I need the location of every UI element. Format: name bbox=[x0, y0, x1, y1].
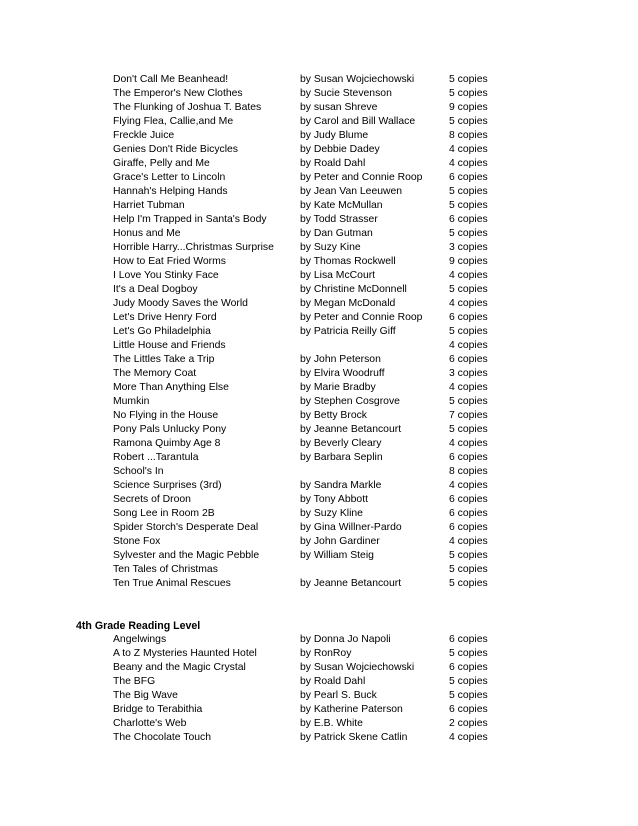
book-title: Little House and Friends bbox=[113, 340, 226, 351]
book-row bbox=[0, 311, 638, 325]
book-copies: 5 copies bbox=[449, 116, 488, 127]
book-author: by Lisa McCourt bbox=[300, 270, 376, 281]
book-title: Song Lee in Room 2B bbox=[113, 508, 215, 519]
book-author: by Beverly Cleary bbox=[300, 438, 382, 449]
book-copies: 6 copies bbox=[449, 662, 488, 673]
book-title: The Littles Take a Trip bbox=[113, 354, 215, 365]
book-row bbox=[0, 507, 638, 521]
book-copies: 4 copies bbox=[449, 144, 488, 155]
book-author: by John Gardiner bbox=[300, 536, 380, 547]
book-author: by Sandra Markle bbox=[300, 480, 382, 491]
book-author: by Sucie Stevenson bbox=[300, 88, 392, 99]
book-row bbox=[0, 213, 638, 227]
book-row bbox=[0, 689, 638, 703]
book-author: by Debbie Dadey bbox=[300, 144, 380, 155]
book-author: by Kate McMullan bbox=[300, 200, 383, 211]
book-copies: 9 copies bbox=[449, 102, 488, 113]
book-author: by Todd Strasser bbox=[300, 214, 378, 225]
book-title: Genies Don't Ride Bicycles bbox=[113, 144, 238, 155]
book-title: More Than Anything Else bbox=[113, 382, 229, 393]
book-title: Science Surprises (3rd) bbox=[113, 480, 222, 491]
book-row bbox=[0, 199, 638, 213]
book-author: by Patrick Skene Catlin bbox=[300, 732, 408, 743]
book-row bbox=[0, 353, 638, 367]
book-row bbox=[0, 563, 638, 577]
book-title: Flying Flea, Callie,and Me bbox=[113, 116, 234, 127]
book-copies: 5 copies bbox=[449, 690, 488, 701]
book-row bbox=[0, 661, 638, 675]
book-title: School's In bbox=[113, 466, 164, 477]
book-row bbox=[0, 465, 638, 479]
book-copies: 3 copies bbox=[449, 242, 488, 253]
book-author: by John Peterson bbox=[300, 354, 381, 365]
book-row bbox=[0, 675, 638, 689]
book-row bbox=[0, 549, 638, 563]
book-copies: 5 copies bbox=[449, 74, 488, 85]
book-row bbox=[0, 255, 638, 269]
book-copies: 5 copies bbox=[449, 648, 488, 659]
book-copies: 5 copies bbox=[449, 424, 488, 435]
book-row bbox=[0, 143, 638, 157]
book-row bbox=[0, 479, 638, 493]
book-author: by Peter and Connie Roop bbox=[300, 172, 423, 183]
book-author: by E.B. White bbox=[300, 718, 363, 729]
book-row bbox=[0, 437, 638, 451]
book-author: by Katherine Paterson bbox=[300, 704, 403, 715]
book-row bbox=[0, 325, 638, 339]
book-row bbox=[0, 241, 638, 255]
book-row bbox=[0, 493, 638, 507]
book-row bbox=[0, 283, 638, 297]
book-title: Charlotte's Web bbox=[113, 718, 187, 729]
book-title: Robert ...Tarantula bbox=[113, 452, 199, 463]
book-copies: 4 copies bbox=[449, 382, 488, 393]
book-title: Help I'm Trapped in Santa's Body bbox=[113, 214, 267, 225]
book-copies: 6 copies bbox=[449, 354, 488, 365]
book-row bbox=[0, 423, 638, 437]
book-row bbox=[0, 647, 638, 661]
book-title: No Flying in the House bbox=[113, 410, 219, 421]
book-copies: 5 copies bbox=[449, 200, 488, 211]
book-row bbox=[0, 731, 638, 745]
book-title: Bridge to Terabithia bbox=[113, 704, 203, 715]
book-author: by RonRoy bbox=[300, 648, 352, 659]
book-copies: 4 copies bbox=[449, 732, 488, 743]
book-title: Let's Drive Henry Ford bbox=[113, 312, 217, 323]
book-title: Spider Storch's Desperate Deal bbox=[113, 522, 259, 533]
book-copies: 4 copies bbox=[449, 158, 488, 169]
book-copies: 5 copies bbox=[449, 284, 488, 295]
book-row bbox=[0, 87, 638, 101]
book-row bbox=[0, 703, 638, 717]
book-row bbox=[0, 633, 638, 647]
section-heading: 4th Grade Reading Level bbox=[76, 620, 201, 632]
book-title: A to Z Mysteries Haunted Hotel bbox=[113, 648, 257, 659]
book-copies: 6 copies bbox=[449, 172, 488, 183]
book-row bbox=[0, 297, 638, 311]
book-author: by Suzy Kine bbox=[300, 242, 361, 253]
book-copies: 8 copies bbox=[449, 466, 488, 477]
book-author: by susan Shreve bbox=[300, 102, 378, 113]
book-copies: 4 copies bbox=[449, 270, 488, 281]
book-author: by Patricia Reilly Giff bbox=[300, 326, 396, 337]
book-title: The Emperor's New Clothes bbox=[113, 88, 243, 99]
book-author: by Peter and Connie Roop bbox=[300, 312, 423, 323]
book-copies: 5 copies bbox=[449, 564, 488, 575]
book-copies: 5 copies bbox=[449, 186, 488, 197]
book-row bbox=[0, 73, 638, 87]
book-copies: 5 copies bbox=[449, 578, 488, 589]
book-copies: 8 copies bbox=[449, 130, 488, 141]
book-copies: 2 copies bbox=[449, 718, 488, 729]
book-copies: 9 copies bbox=[449, 256, 488, 267]
book-row bbox=[0, 577, 638, 591]
book-author: by Suzy Kline bbox=[300, 508, 363, 519]
book-author: by Dan Gutman bbox=[300, 228, 373, 239]
book-row bbox=[0, 521, 638, 535]
book-copies: 6 copies bbox=[449, 494, 488, 505]
book-author: by Barbara Seplin bbox=[300, 452, 383, 463]
book-title: Secrets of Droon bbox=[113, 494, 191, 505]
book-author: by Tony Abbott bbox=[300, 494, 368, 505]
book-author: by Stephen Cosgrove bbox=[300, 396, 400, 407]
book-row bbox=[0, 717, 638, 731]
book-title: Mumkin bbox=[113, 396, 150, 407]
book-title: Ramona Quimby Age 8 bbox=[113, 438, 221, 449]
book-copies: 6 copies bbox=[449, 214, 488, 225]
book-row bbox=[0, 535, 638, 549]
book-author: by Susan Wojciechowski bbox=[300, 662, 415, 673]
book-author: by Jeanne Betancourt bbox=[300, 424, 402, 435]
book-author: by Jean Van Leeuwen bbox=[300, 186, 403, 197]
book-copies: 4 copies bbox=[449, 298, 488, 309]
book-author: by Roald Dahl bbox=[300, 158, 366, 169]
book-title: Let's Go Philadelphia bbox=[113, 326, 211, 337]
book-copies: 4 copies bbox=[449, 438, 488, 449]
book-row bbox=[0, 115, 638, 129]
book-title: Stone Fox bbox=[113, 536, 161, 547]
book-row bbox=[0, 129, 638, 143]
book-title: Don't Call Me Beanhead! bbox=[113, 74, 229, 85]
book-author: by Megan McDonald bbox=[300, 298, 396, 309]
book-row bbox=[0, 381, 638, 395]
book-author: by Roald Dahl bbox=[300, 676, 366, 687]
book-row bbox=[0, 185, 638, 199]
book-list-continued bbox=[0, 73, 638, 591]
book-title: Hannah's Helping Hands bbox=[113, 186, 228, 197]
book-copies: 4 copies bbox=[449, 340, 488, 351]
book-author: by Carol and Bill Wallace bbox=[300, 116, 416, 127]
book-title: Horrible Harry...Christmas Surprise bbox=[113, 242, 274, 253]
book-copies: 6 copies bbox=[449, 452, 488, 463]
book-author: by Thomas Rockwell bbox=[300, 256, 396, 267]
book-title: Honus and Me bbox=[113, 228, 181, 239]
book-copies: 6 copies bbox=[449, 704, 488, 715]
book-title: Freckle Juice bbox=[113, 130, 175, 141]
book-author: by Judy Blume bbox=[300, 130, 369, 141]
book-author: by Marie Bradby bbox=[300, 382, 376, 393]
book-row bbox=[0, 157, 638, 171]
book-title: The Big Wave bbox=[113, 690, 178, 701]
book-copies: 4 copies bbox=[449, 480, 488, 491]
book-title: Giraffe, Pelly and Me bbox=[113, 158, 210, 169]
book-title: The Chocolate Touch bbox=[113, 732, 212, 743]
book-copies: 6 copies bbox=[449, 522, 488, 533]
book-author: by Betty Brock bbox=[300, 410, 367, 421]
book-author: by William Steig bbox=[300, 550, 374, 561]
book-copies: 6 copies bbox=[449, 312, 488, 323]
book-title: It's a Deal Dogboy bbox=[113, 284, 198, 295]
book-title: Angelwings bbox=[113, 634, 167, 645]
book-title: Harriet Tubman bbox=[113, 200, 185, 211]
book-title: Beany and the Magic Crystal bbox=[113, 662, 246, 673]
book-row bbox=[0, 395, 638, 409]
book-copies: 7 copies bbox=[449, 410, 488, 421]
book-title: The Flunking of Joshua T. Bates bbox=[113, 102, 262, 113]
book-copies: 4 copies bbox=[449, 536, 488, 547]
book-row bbox=[0, 269, 638, 283]
book-copies: 5 copies bbox=[449, 326, 488, 337]
book-copies: 6 copies bbox=[449, 508, 488, 519]
book-title: I Love You Stinky Face bbox=[113, 270, 219, 281]
book-author: by Gina Willner-Pardo bbox=[300, 522, 402, 533]
book-title: Ten True Animal Rescues bbox=[113, 578, 231, 589]
book-author: by Jeanne Betancourt bbox=[300, 578, 402, 589]
book-author: by Pearl S. Buck bbox=[300, 690, 377, 701]
book-author: by Elvira Woodruff bbox=[300, 368, 385, 379]
book-title: How to Eat Fried Worms bbox=[113, 256, 226, 267]
book-row bbox=[0, 101, 638, 115]
book-title: The Memory Coat bbox=[113, 368, 197, 379]
book-copies: 6 copies bbox=[449, 634, 488, 645]
book-copies: 5 copies bbox=[449, 88, 488, 99]
book-title: Pony Pals Unlucky Pony bbox=[113, 424, 227, 435]
book-row bbox=[0, 171, 638, 185]
book-copies: 5 copies bbox=[449, 676, 488, 687]
book-copies: 3 copies bbox=[449, 368, 488, 379]
book-row bbox=[0, 409, 638, 423]
book-author: by Susan Wojciechowski bbox=[300, 74, 415, 85]
book-row bbox=[0, 339, 638, 353]
book-row bbox=[0, 367, 638, 381]
book-title: Sylvester and the Magic Pebble bbox=[113, 550, 260, 561]
book-author: by Donna Jo Napoli bbox=[300, 634, 391, 645]
book-copies: 5 copies bbox=[449, 550, 488, 561]
book-title: Grace's Letter to Lincoln bbox=[113, 172, 226, 183]
book-row bbox=[0, 451, 638, 465]
book-title: Judy Moody Saves the World bbox=[113, 298, 248, 309]
book-list-4th-grade bbox=[0, 633, 638, 745]
book-row bbox=[0, 227, 638, 241]
book-copies: 5 copies bbox=[449, 228, 488, 239]
book-title: The BFG bbox=[113, 676, 156, 687]
book-copies: 5 copies bbox=[449, 396, 488, 407]
book-title: Ten Tales of Christmas bbox=[113, 564, 218, 575]
book-author: by Christine McDonnell bbox=[300, 284, 407, 295]
